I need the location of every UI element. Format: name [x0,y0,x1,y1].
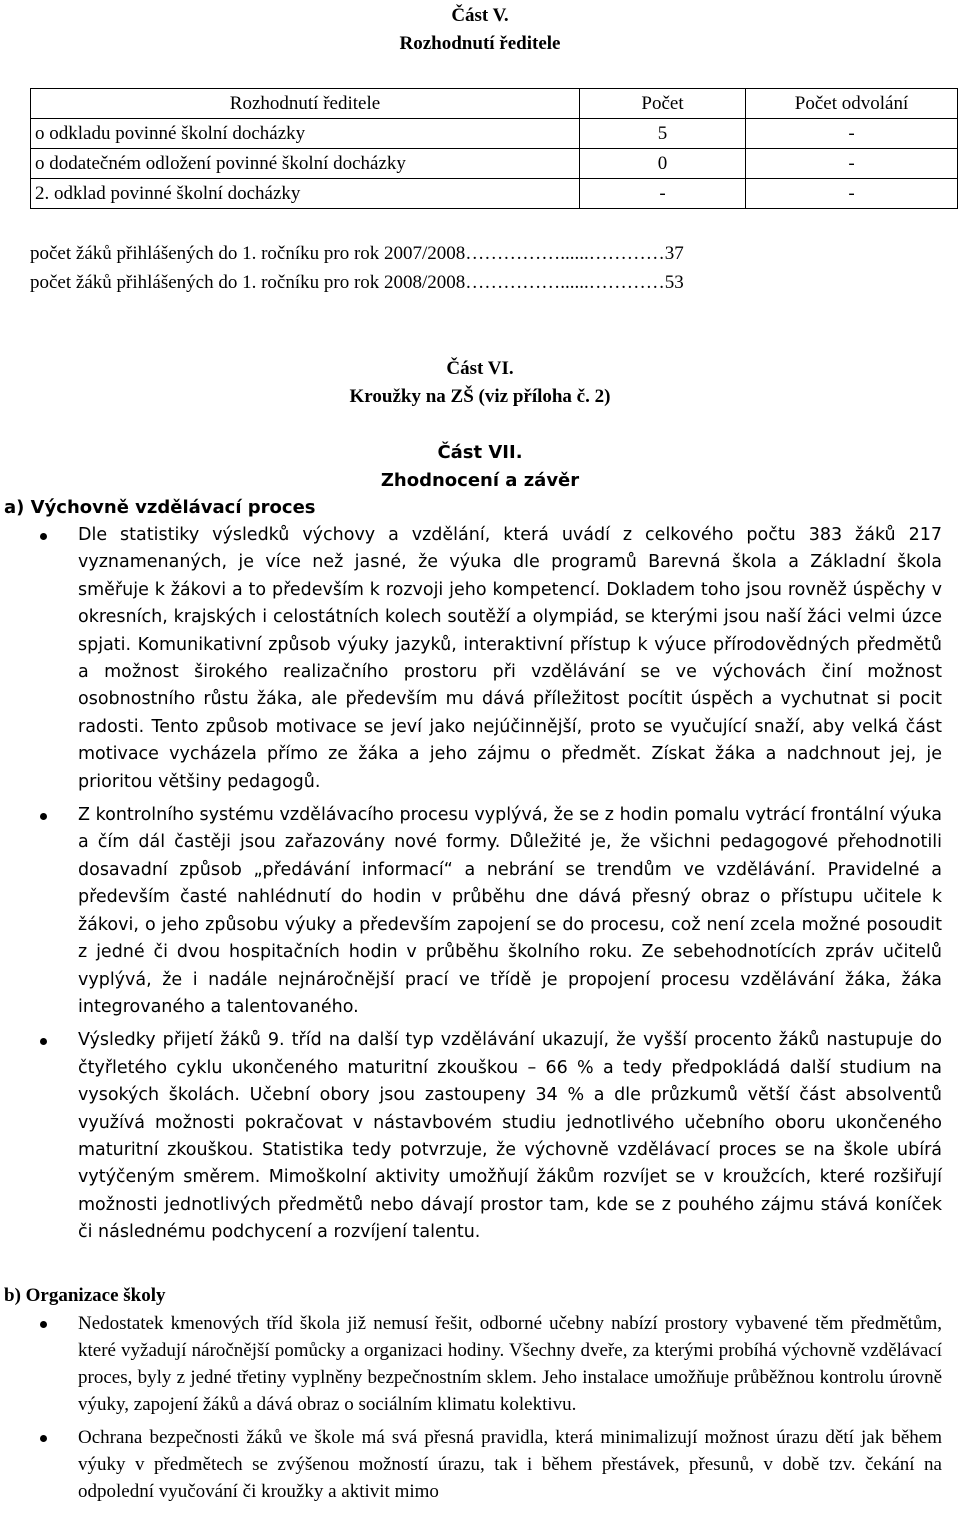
part7-title: Část VII. [437,442,523,463]
table-cell: - [746,179,958,209]
table-cell: 0 [580,149,746,179]
list-item-text: Dle statistiky výsledků výchovy a vzdělání, která uvádí z celkového počtu 383 žáků 217 vyznamenaných, je více než jasné, že výuka dle programů Barevná škola a Základní škola směřuje k žákovi a to především k rozvoji jeho kompetencí. Dokladem toho jsou rovněž úspěchy v okresních, krajských i celostátních kolech soutěží a olympiád, se kterými jsou naší žáci velmi úzce spjati. Komunikativní způsob výuky jazyků, interaktivní přístup k výuce přírodovědných předmětů a možnost širokého realizačního prostoru při vzdělávání se ve výchovách činí možnost osobnostního růstu žáka, ale především mu dává příležitost pocítit úspěch a vychutnat si pocit radosti. Tento způsob motivace se jeví jako nejúčinnější, proto se vyučující snaží, aby velká část motivace vycházela přímo ze žáka a jeho zájmu o předmět. Získat žáka a nadchnout jej, je prioritou většiny pedagogů. [78,525,942,792]
list-item-text: Nedostatek kmenových tříd škola již nemusí řešit, odborné učebny nabízí prostory vybavené těm předmětům, které vyžadují náročnější pomůcky a organizaci hodiny. Všechny dveře, za kterými probíhá výchovně vzdělávací proces, byly z jedné třetiny vyplněny bezpečnostním sklem. Jeho instalace umožňuje průběžnou kontrolu úrovně výuky, zapojení žáků a dává obraz o sociálním klimatu kolektivu. [78,1313,942,1415]
part5-title: Část V. [451,5,509,26]
table-header-cell: Rozhodnutí ředitele [31,89,580,119]
table-row [31,149,958,179]
list-item [30,522,942,796]
table-row [31,119,958,149]
list-item [30,1424,942,1505]
table-cell: - [746,119,958,149]
table-cell: o odkladu povinné školní docházky [31,119,580,149]
part6-subtitle: Kroužky na ZŠ (viz příloha č. 2) [349,386,611,407]
part7-subtitle: Zhodnocení a závěr [380,470,580,491]
bullet-icon [40,1321,47,1328]
decisions-table [30,88,958,209]
table-cell: - [746,149,958,179]
section-a-heading: a) Výchovně vzdělávací proces [4,497,316,518]
table-row [31,179,958,209]
part6-title: Část VI. [446,358,514,379]
section-a-list [30,522,942,1253]
bullet-icon [40,533,47,540]
section-b-list [30,1310,942,1511]
table-cell: 5 [580,119,746,149]
list-item-text: Z kontrolního systému vzdělávacího procesu vyplývá, že se z hodin pomalu vytrácí frontální výuka a čím dál častěji jsou zařazovány nové formy. Důležité je, že všichni pedagogové přehodnotili dosavadní způsob „předávání informací“ a nebrání se trendům ve vzdělávání. Pravidelné a především časté nahlédnutí do hodin v průběhu dne dává přesný obraz o přístupu učitele k žákovi, o jeho způsobu výuky a především zapojení se do procesu, což není zcela možné posoudit z jedné či dvou hospitačních hodin v průběhu školního roku. Ze sebehodnotících zpráv učitelů vyplývá, že i nadále nejnáročnější prací ve třídě je propojení procesu vzdělávání žáka, žáka integrovaného a talentovaného. [78,805,942,1017]
table-cell: 2. odklad povinné školní docházky [31,179,580,209]
enrollment-counts [30,240,940,298]
table-header-cell: Počet odvolání [746,89,958,119]
table-cell: o dodatečném odložení povinné školní docházky [31,149,580,179]
list-item [30,1310,942,1418]
list-item-text: Ochrana bezpečnosti žáků ve škole má svá přesná pravidla, která minimalizují možnost úrazu dětí jak během výuky v předmětech se zvýšenou možností úrazu, tak i během přestávek, přesunů, v době tzv. čekání na odpolední vyučování či kroužky a aktivit mimo [78,1427,942,1502]
list-item [30,802,942,1021]
list-item [30,1027,942,1246]
count-line: počet žáků přihlášených do 1. ročníku pro rok 2007/2008……………......…………37 [30,243,684,264]
bullet-icon [40,813,47,820]
bullet-icon [40,1038,47,1045]
part5-subtitle: Rozhodnutí ředitele [399,33,561,54]
table-header-row [31,89,958,119]
section-b-heading: b) Organizace školy [4,1285,166,1306]
count-line: počet žáků přihlášených do 1. ročníku pro rok 2008/2008……………......…………53 [30,272,684,293]
table-cell: - [580,179,746,209]
table-header-cell: Počet [580,89,746,119]
list-item-text: Výsledky přijetí žáků 9. tříd na další typ vzdělávání ukazují, že vyšší procento žáků nastupuje do čtyřletého cyklu ukončeného maturitní zkouškou – 66 % a tedy předpokládá další studium na vysokých školách. Učební obory jsou zastoupeny 34 % a dle průzkumů větší část absolventů využívá možnosti pokračovat v nástavbovém studiu jednotlivého učebního oboru ukončeného maturitní zkouškou. Statistika tedy potvrzuje, že výchovně vzdělávací proces se na škole ubírá vytýčeným směrem. Mimoškolní aktivity umožňují žákům rozvíjet se v kroužcích, které rozšiřují možnosti jednotlivých předmětů nebo dávají prostor tam, kde se z pouhého zájmu stává koníček či následnému podchycení a rozvíjení talentu. [78,1030,942,1243]
bullet-icon [40,1435,47,1442]
